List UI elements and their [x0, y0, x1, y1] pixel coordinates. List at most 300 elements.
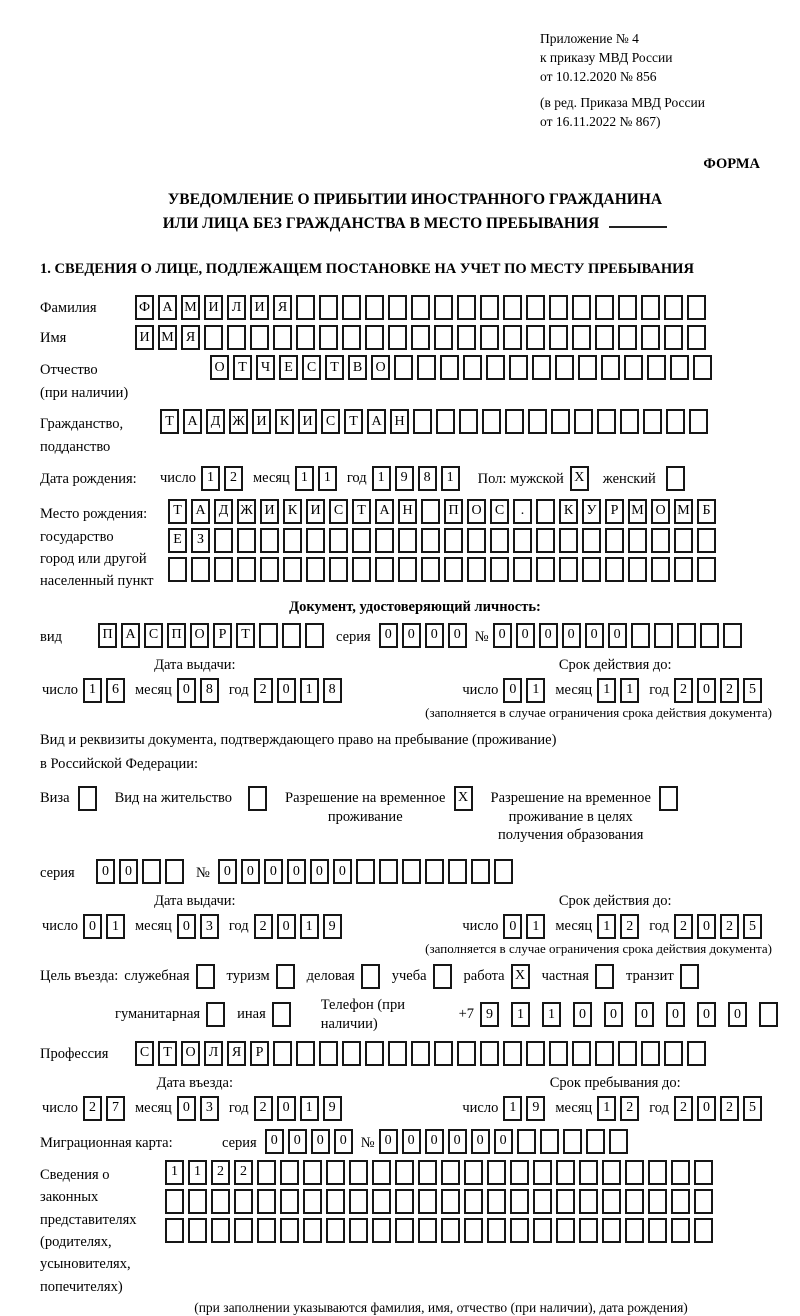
form-cell[interactable]: [142, 859, 161, 884]
form-cell[interactable]: [697, 557, 716, 582]
form-cell[interactable]: Ч: [256, 355, 275, 380]
form-cell[interactable]: 0: [471, 1129, 490, 1154]
form-cell[interactable]: [319, 1041, 338, 1066]
form-cell[interactable]: [457, 1041, 476, 1066]
form-cell[interactable]: [234, 1218, 253, 1243]
form-cell[interactable]: [674, 528, 693, 553]
form-cell[interactable]: 2: [674, 678, 693, 703]
form-cell[interactable]: [375, 557, 394, 582]
form-cell[interactable]: [395, 1189, 414, 1214]
form-cell[interactable]: Ф: [135, 295, 154, 320]
form-cell[interactable]: [418, 1218, 437, 1243]
form-cell[interactable]: 0: [697, 678, 716, 703]
form-cell[interactable]: [625, 1160, 644, 1185]
form-cell[interactable]: [421, 528, 440, 553]
form-cell[interactable]: [556, 1218, 575, 1243]
form-cell[interactable]: 0: [333, 859, 352, 884]
form-cell[interactable]: 1: [300, 678, 319, 703]
form-cell[interactable]: [631, 623, 650, 648]
form-cell[interactable]: 0: [277, 678, 296, 703]
form-cell[interactable]: 0: [265, 1129, 284, 1154]
form-cell[interactable]: [388, 295, 407, 320]
form-cell[interactable]: [694, 1160, 713, 1185]
form-cell[interactable]: [349, 1160, 368, 1185]
form-cell[interactable]: [425, 859, 444, 884]
form-cell[interactable]: 0: [310, 859, 329, 884]
form-cell[interactable]: [579, 1218, 598, 1243]
form-cell[interactable]: Я: [227, 1041, 246, 1066]
form-cell[interactable]: [526, 325, 545, 350]
form-cell[interactable]: 0: [241, 859, 260, 884]
form-cell[interactable]: [503, 1041, 522, 1066]
form-cell[interactable]: Т: [344, 409, 363, 434]
form-cell[interactable]: [572, 1041, 591, 1066]
form-cell[interactable]: Р: [250, 1041, 269, 1066]
form-cell[interactable]: [536, 528, 555, 553]
form-cell[interactable]: [296, 1041, 315, 1066]
form-cell[interactable]: .: [513, 499, 532, 524]
form-cell[interactable]: [674, 557, 693, 582]
form-cell[interactable]: [536, 557, 555, 582]
form-cell[interactable]: 0: [697, 914, 716, 939]
form-cell[interactable]: [689, 409, 708, 434]
form-cell[interactable]: [490, 528, 509, 553]
form-cell[interactable]: [191, 557, 210, 582]
form-cell[interactable]: [579, 1160, 598, 1185]
form-cell[interactable]: М: [628, 499, 647, 524]
form-cell[interactable]: [227, 325, 246, 350]
form-cell[interactable]: [641, 325, 660, 350]
form-cell[interactable]: П: [444, 499, 463, 524]
form-cell[interactable]: 0: [334, 1129, 353, 1154]
form-cell[interactable]: А: [191, 499, 210, 524]
form-cell[interactable]: [349, 1218, 368, 1243]
purpose-opt-private-checkbox[interactable]: [595, 964, 614, 989]
form-cell[interactable]: [647, 355, 666, 380]
form-cell[interactable]: [651, 557, 670, 582]
form-cell[interactable]: [259, 623, 278, 648]
form-cell[interactable]: 0: [697, 1096, 716, 1121]
form-cell[interactable]: [624, 355, 643, 380]
form-cell[interactable]: [609, 1129, 628, 1154]
form-cell[interactable]: 0: [288, 1129, 307, 1154]
form-cell[interactable]: [549, 1041, 568, 1066]
form-cell[interactable]: О: [190, 623, 209, 648]
form-cell[interactable]: [282, 623, 301, 648]
form-cell[interactable]: [595, 325, 614, 350]
form-cell[interactable]: 1: [597, 678, 616, 703]
form-cell[interactable]: 1: [188, 1160, 207, 1185]
form-cell[interactable]: [273, 1041, 292, 1066]
form-cell[interactable]: О: [651, 499, 670, 524]
form-cell[interactable]: [211, 1218, 230, 1243]
form-cell[interactable]: [700, 623, 719, 648]
form-cell[interactable]: [670, 355, 689, 380]
form-cell[interactable]: [349, 1189, 368, 1214]
form-cell[interactable]: [526, 1041, 545, 1066]
form-cell[interactable]: 2: [234, 1160, 253, 1185]
form-cell[interactable]: 7: [106, 1096, 125, 1121]
form-cell[interactable]: С: [490, 499, 509, 524]
form-cell[interactable]: [250, 325, 269, 350]
form-cell[interactable]: 2: [224, 466, 243, 491]
form-cell[interactable]: 0: [177, 678, 196, 703]
form-cell[interactable]: [418, 1160, 437, 1185]
form-cell[interactable]: 0: [218, 859, 237, 884]
form-cell[interactable]: 0: [666, 1002, 685, 1027]
form-cell[interactable]: [510, 1189, 529, 1214]
form-cell[interactable]: [260, 557, 279, 582]
form-cell[interactable]: [342, 295, 361, 320]
form-cell[interactable]: [677, 623, 696, 648]
form-cell[interactable]: 0: [516, 623, 535, 648]
form-cell[interactable]: [402, 859, 421, 884]
form-cell[interactable]: [643, 409, 662, 434]
form-cell[interactable]: 2: [254, 678, 273, 703]
form-cell[interactable]: [398, 528, 417, 553]
form-cell[interactable]: [556, 1160, 575, 1185]
form-cell[interactable]: 0: [728, 1002, 747, 1027]
form-cell[interactable]: [625, 1218, 644, 1243]
form-cell[interactable]: [372, 1218, 391, 1243]
form-cell[interactable]: [319, 295, 338, 320]
form-cell[interactable]: Я: [273, 295, 292, 320]
form-cell[interactable]: [510, 1160, 529, 1185]
form-cell[interactable]: [526, 295, 545, 320]
form-cell[interactable]: 1: [165, 1160, 184, 1185]
form-cell[interactable]: [664, 295, 683, 320]
form-cell[interactable]: И: [260, 499, 279, 524]
sex-female-checkbox[interactable]: [666, 466, 685, 491]
form-cell[interactable]: 2: [83, 1096, 102, 1121]
form-cell[interactable]: Д: [214, 499, 233, 524]
form-cell[interactable]: [533, 1189, 552, 1214]
form-cell[interactable]: 1: [526, 914, 545, 939]
form-cell[interactable]: [551, 409, 570, 434]
form-cell[interactable]: [503, 325, 522, 350]
form-cell[interactable]: [411, 325, 430, 350]
form-cell[interactable]: Е: [279, 355, 298, 380]
form-cell[interactable]: 0: [448, 623, 467, 648]
form-cell[interactable]: [595, 295, 614, 320]
form-cell[interactable]: [582, 557, 601, 582]
form-cell[interactable]: [464, 1218, 483, 1243]
form-cell[interactable]: К: [275, 409, 294, 434]
form-cell[interactable]: [559, 557, 578, 582]
form-cell[interactable]: [687, 1041, 706, 1066]
sex-male-checkbox[interactable]: X: [570, 466, 589, 491]
form-cell[interactable]: 1: [620, 678, 639, 703]
form-cell[interactable]: 2: [720, 678, 739, 703]
form-cell[interactable]: [214, 557, 233, 582]
form-cell[interactable]: [513, 528, 532, 553]
form-cell[interactable]: 1: [597, 1096, 616, 1121]
form-cell[interactable]: 0: [287, 859, 306, 884]
form-cell[interactable]: [463, 355, 482, 380]
form-cell[interactable]: [411, 1041, 430, 1066]
form-cell[interactable]: [372, 1160, 391, 1185]
form-cell[interactable]: [283, 557, 302, 582]
form-cell[interactable]: [641, 1041, 660, 1066]
form-cell[interactable]: [578, 355, 597, 380]
form-cell[interactable]: [365, 325, 384, 350]
form-cell[interactable]: [605, 557, 624, 582]
form-cell[interactable]: С: [321, 409, 340, 434]
form-cell[interactable]: [555, 355, 574, 380]
purpose-opt-humanitarian-checkbox[interactable]: [206, 1002, 225, 1027]
form-cell[interactable]: 0: [311, 1129, 330, 1154]
form-cell[interactable]: [257, 1189, 276, 1214]
form-cell[interactable]: 1: [300, 1096, 319, 1121]
form-cell[interactable]: 8: [200, 678, 219, 703]
form-cell[interactable]: Т: [233, 355, 252, 380]
purpose-opt-business-checkbox[interactable]: [196, 964, 215, 989]
form-cell[interactable]: С: [302, 355, 321, 380]
form-cell[interactable]: [305, 623, 324, 648]
form-cell[interactable]: 6: [106, 678, 125, 703]
purpose-opt-other-checkbox[interactable]: [272, 1002, 291, 1027]
form-cell[interactable]: [329, 557, 348, 582]
form-cell[interactable]: 0: [494, 1129, 513, 1154]
form-cell[interactable]: [549, 325, 568, 350]
form-cell[interactable]: 2: [620, 1096, 639, 1121]
form-cell[interactable]: [329, 528, 348, 553]
form-cell[interactable]: Б: [697, 499, 716, 524]
form-cell[interactable]: [579, 1189, 598, 1214]
form-cell[interactable]: [342, 1041, 361, 1066]
form-cell[interactable]: [440, 355, 459, 380]
form-cell[interactable]: [509, 355, 528, 380]
form-cell[interactable]: 0: [96, 859, 115, 884]
form-cell[interactable]: [471, 859, 490, 884]
form-cell[interactable]: А: [158, 295, 177, 320]
form-cell[interactable]: 0: [608, 623, 627, 648]
form-cell[interactable]: А: [121, 623, 140, 648]
form-cell[interactable]: [582, 528, 601, 553]
form-cell[interactable]: В: [348, 355, 367, 380]
form-cell[interactable]: [467, 557, 486, 582]
form-cell[interactable]: К: [283, 499, 302, 524]
form-cell[interactable]: [602, 1160, 621, 1185]
form-cell[interactable]: [214, 528, 233, 553]
form-cell[interactable]: [441, 1189, 460, 1214]
form-cell[interactable]: [671, 1218, 690, 1243]
form-cell[interactable]: [421, 557, 440, 582]
form-cell[interactable]: 0: [402, 623, 421, 648]
form-cell[interactable]: Я: [181, 325, 200, 350]
form-cell[interactable]: [664, 1041, 683, 1066]
form-cell[interactable]: Р: [605, 499, 624, 524]
form-cell[interactable]: 0: [503, 678, 522, 703]
form-cell[interactable]: [503, 295, 522, 320]
form-cell[interactable]: [487, 1218, 506, 1243]
form-cell[interactable]: [234, 1189, 253, 1214]
form-cell[interactable]: 2: [720, 1096, 739, 1121]
form-cell[interactable]: 1: [597, 914, 616, 939]
form-cell[interactable]: Д: [206, 409, 225, 434]
form-cell[interactable]: [352, 557, 371, 582]
form-cell[interactable]: М: [181, 295, 200, 320]
form-cell[interactable]: 2: [720, 914, 739, 939]
form-cell[interactable]: [352, 528, 371, 553]
form-cell[interactable]: Т: [325, 355, 344, 380]
form-cell[interactable]: Н: [398, 499, 417, 524]
form-cell[interactable]: 0: [402, 1129, 421, 1154]
form-cell[interactable]: [487, 1189, 506, 1214]
form-cell[interactable]: [365, 1041, 384, 1066]
form-cell[interactable]: [482, 409, 501, 434]
form-cell[interactable]: [572, 295, 591, 320]
form-cell[interactable]: 0: [635, 1002, 654, 1027]
form-cell[interactable]: [434, 295, 453, 320]
form-cell[interactable]: [664, 325, 683, 350]
form-cell[interactable]: [464, 1160, 483, 1185]
form-cell[interactable]: [540, 1129, 559, 1154]
form-cell[interactable]: К: [559, 499, 578, 524]
form-cell[interactable]: [464, 1189, 483, 1214]
form-cell[interactable]: [395, 1160, 414, 1185]
form-cell[interactable]: [319, 325, 338, 350]
form-cell[interactable]: [417, 355, 436, 380]
form-cell[interactable]: [480, 325, 499, 350]
form-cell[interactable]: [257, 1218, 276, 1243]
form-cell[interactable]: [237, 528, 256, 553]
form-cell[interactable]: И: [252, 409, 271, 434]
form-cell[interactable]: 0: [425, 623, 444, 648]
form-cell[interactable]: [533, 1160, 552, 1185]
form-cell[interactable]: О: [371, 355, 390, 380]
form-cell[interactable]: [365, 295, 384, 320]
form-cell[interactable]: Н: [390, 409, 409, 434]
form-cell[interactable]: [303, 1160, 322, 1185]
form-cell[interactable]: 0: [562, 623, 581, 648]
form-cell[interactable]: 5: [743, 678, 762, 703]
form-cell[interactable]: И: [306, 499, 325, 524]
form-cell[interactable]: 9: [480, 1002, 499, 1027]
form-cell[interactable]: [296, 295, 315, 320]
form-cell[interactable]: [574, 409, 593, 434]
form-cell[interactable]: [641, 295, 660, 320]
form-cell[interactable]: [165, 859, 184, 884]
form-cell[interactable]: А: [375, 499, 394, 524]
form-cell[interactable]: 3: [200, 914, 219, 939]
form-cell[interactable]: 0: [448, 1129, 467, 1154]
form-cell[interactable]: [628, 528, 647, 553]
form-cell[interactable]: [413, 409, 432, 434]
form-cell[interactable]: [303, 1218, 322, 1243]
purpose-opt-tourism-checkbox[interactable]: [276, 964, 295, 989]
form-cell[interactable]: 3: [200, 1096, 219, 1121]
form-cell[interactable]: [283, 528, 302, 553]
form-cell[interactable]: 2: [674, 1096, 693, 1121]
form-cell[interactable]: [165, 1189, 184, 1214]
form-cell[interactable]: 8: [323, 678, 342, 703]
form-cell[interactable]: Т: [236, 623, 255, 648]
form-cell[interactable]: [388, 1041, 407, 1066]
form-cell[interactable]: Л: [227, 295, 246, 320]
form-cell[interactable]: 9: [395, 466, 414, 491]
form-cell[interactable]: [671, 1189, 690, 1214]
form-cell[interactable]: [211, 1189, 230, 1214]
form-cell[interactable]: [280, 1189, 299, 1214]
form-cell[interactable]: [411, 295, 430, 320]
form-cell[interactable]: 9: [323, 914, 342, 939]
form-cell[interactable]: 0: [697, 1002, 716, 1027]
form-cell[interactable]: [517, 1129, 536, 1154]
form-cell[interactable]: 1: [503, 1096, 522, 1121]
form-cell[interactable]: [549, 295, 568, 320]
form-cell[interactable]: 0: [585, 623, 604, 648]
form-cell[interactable]: М: [674, 499, 693, 524]
form-cell[interactable]: [188, 1218, 207, 1243]
form-cell[interactable]: [597, 409, 616, 434]
form-cell[interactable]: О: [210, 355, 229, 380]
residence-checkbox[interactable]: [248, 786, 267, 811]
form-cell[interactable]: [480, 1041, 499, 1066]
form-cell[interactable]: [296, 325, 315, 350]
form-cell[interactable]: Е: [168, 528, 187, 553]
rvp-education-checkbox[interactable]: [659, 786, 678, 811]
form-cell[interactable]: А: [183, 409, 202, 434]
form-cell[interactable]: [457, 295, 476, 320]
form-cell[interactable]: [572, 325, 591, 350]
form-cell[interactable]: 0: [604, 1002, 623, 1027]
form-cell[interactable]: [434, 1041, 453, 1066]
form-cell[interactable]: [204, 325, 223, 350]
form-cell[interactable]: [326, 1160, 345, 1185]
form-cell[interactable]: Р: [213, 623, 232, 648]
form-cell[interactable]: 0: [264, 859, 283, 884]
form-cell[interactable]: [687, 325, 706, 350]
form-cell[interactable]: 0: [379, 1129, 398, 1154]
form-cell[interactable]: [237, 557, 256, 582]
form-cell[interactable]: [486, 355, 505, 380]
form-cell[interactable]: Т: [160, 409, 179, 434]
form-cell[interactable]: [444, 528, 463, 553]
form-cell[interactable]: [467, 528, 486, 553]
form-cell[interactable]: [654, 623, 673, 648]
form-cell[interactable]: 2: [254, 914, 273, 939]
form-cell[interactable]: О: [467, 499, 486, 524]
form-cell[interactable]: 1: [441, 466, 460, 491]
form-cell[interactable]: [421, 499, 440, 524]
form-cell[interactable]: [280, 1218, 299, 1243]
form-cell[interactable]: Ж: [237, 499, 256, 524]
form-cell[interactable]: [480, 295, 499, 320]
form-cell[interactable]: [648, 1189, 667, 1214]
form-cell[interactable]: 2: [674, 914, 693, 939]
form-cell[interactable]: 0: [177, 1096, 196, 1121]
form-cell[interactable]: [693, 355, 712, 380]
form-cell[interactable]: [620, 409, 639, 434]
form-cell[interactable]: Ж: [229, 409, 248, 434]
form-cell[interactable]: 0: [277, 914, 296, 939]
form-cell[interactable]: Т: [352, 499, 371, 524]
form-cell[interactable]: [168, 557, 187, 582]
form-cell[interactable]: [494, 859, 513, 884]
form-cell[interactable]: [625, 1189, 644, 1214]
form-cell[interactable]: П: [98, 623, 117, 648]
form-cell[interactable]: [586, 1129, 605, 1154]
form-cell[interactable]: [188, 1189, 207, 1214]
form-cell[interactable]: [628, 557, 647, 582]
form-cell[interactable]: И: [135, 325, 154, 350]
form-cell[interactable]: [490, 557, 509, 582]
form-cell[interactable]: [342, 325, 361, 350]
form-cell[interactable]: [418, 1189, 437, 1214]
form-cell[interactable]: [457, 325, 476, 350]
form-cell[interactable]: [595, 1041, 614, 1066]
